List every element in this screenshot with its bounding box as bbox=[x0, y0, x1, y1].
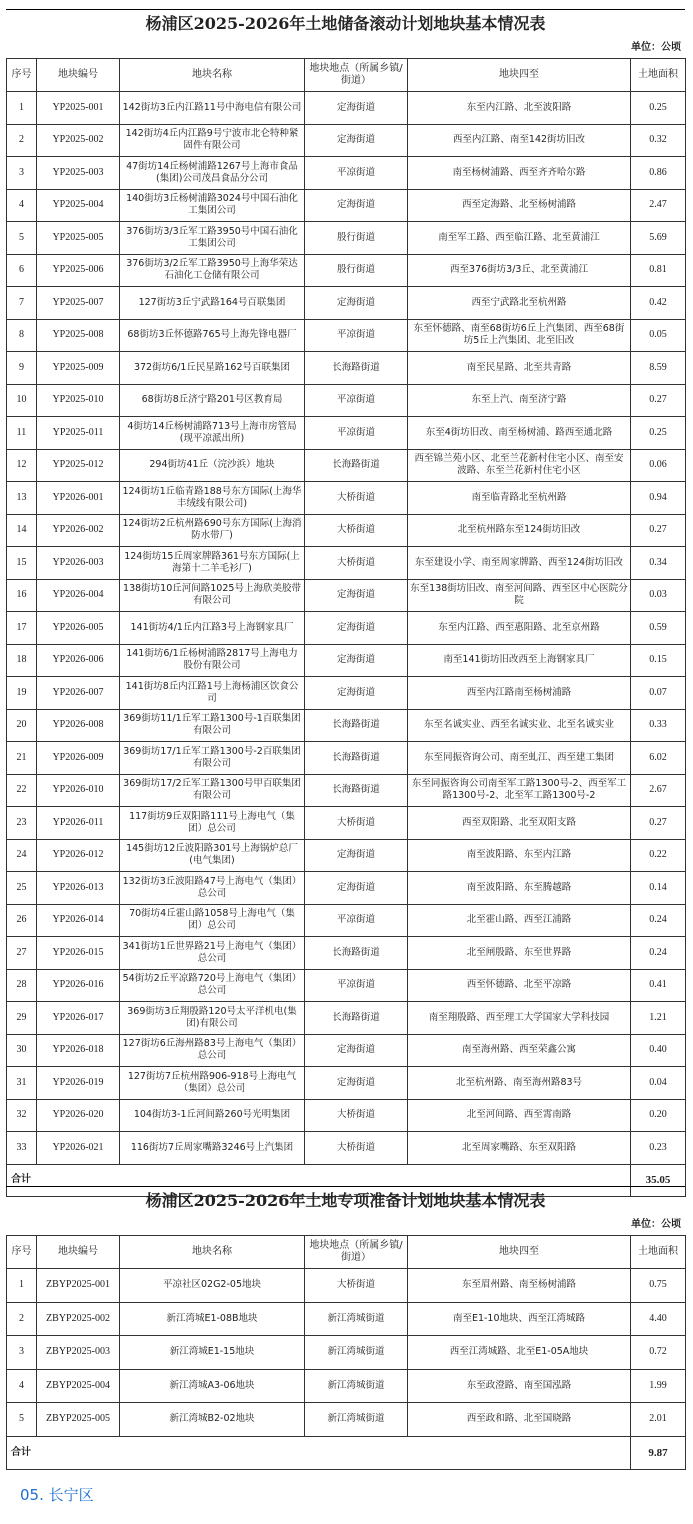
row-seq: 15 bbox=[7, 547, 37, 580]
row-area: 0.81 bbox=[631, 254, 686, 287]
row-name: 372街坊6/1丘民星路162号百联集团 bbox=[120, 352, 305, 385]
row-area: 0.25 bbox=[631, 417, 686, 450]
row-location: 殷行街道 bbox=[305, 222, 408, 255]
row-seq: 18 bbox=[7, 644, 37, 677]
row-name: 新江湾城E1-15地块 bbox=[120, 1336, 305, 1370]
row-name: 127街坊7丘杭州路906-918号上海电气（集团）总公司 bbox=[120, 1067, 305, 1100]
table-row bbox=[7, 937, 686, 970]
row-code: YP2025-008 bbox=[37, 319, 120, 352]
header-location: 地块地点（所属乡镇/街道） bbox=[305, 59, 408, 92]
row-area: 1.99 bbox=[631, 1369, 686, 1403]
row-bounds: 东至内江路、西至惠阳路、北至京州路 bbox=[408, 612, 631, 645]
row-seq: 7 bbox=[7, 287, 37, 320]
row-name: 141街坊8丘内江路1号上海杨浦区饮食公司 bbox=[120, 677, 305, 710]
row-name: 117街坊9丘双阳路111号上海电气（集团）总公司 bbox=[120, 807, 305, 840]
row-seq: 21 bbox=[7, 742, 37, 775]
row-location: 长海路街道 bbox=[305, 774, 408, 807]
table2-container bbox=[6, 1186, 685, 1470]
row-code: YP2026-019 bbox=[37, 1067, 120, 1100]
row-bounds: 东至内江路、北至波阳路 bbox=[408, 92, 631, 125]
row-area: 0.40 bbox=[631, 1034, 686, 1067]
row-bounds: 北至杭州路、南至海州路83号 bbox=[408, 1067, 631, 1100]
row-seq: 28 bbox=[7, 969, 37, 1002]
row-seq: 20 bbox=[7, 709, 37, 742]
row-name: 127街坊3丘宁武路164号百联集团 bbox=[120, 287, 305, 320]
row-name: 124街坊15丘周家牌路361号东方国际(上海第十二羊毛衫厂) bbox=[120, 547, 305, 580]
header-bounds: 地块四至 bbox=[408, 1236, 631, 1269]
row-bounds: 东至政澄路、南至国泓路 bbox=[408, 1369, 631, 1403]
row-seq: 31 bbox=[7, 1067, 37, 1100]
table2-title: 杨浦区2025-2026年土地专项准备计划地块基本情况表 bbox=[6, 1186, 685, 1215]
row-area: 0.06 bbox=[631, 449, 686, 482]
row-name: 369街坊17/2丘军工路1300号甲百联集团有限公司 bbox=[120, 774, 305, 807]
table-row bbox=[7, 1034, 686, 1067]
row-area: 0.72 bbox=[631, 1336, 686, 1370]
row-area: 0.94 bbox=[631, 482, 686, 515]
row-area: 0.15 bbox=[631, 644, 686, 677]
row-name: 68街坊8丘济宁路201号区教育局 bbox=[120, 384, 305, 417]
total-value: 9.87 bbox=[631, 1436, 686, 1470]
row-bounds: 西至宁武路北至杭州路 bbox=[408, 287, 631, 320]
row-code: YP2026-004 bbox=[37, 579, 120, 612]
row-code: YP2025-011 bbox=[37, 417, 120, 450]
row-bounds: 东至138街坊旧改、南至河间路、西至区中心医院分院 bbox=[408, 579, 631, 612]
row-code: YP2026-008 bbox=[37, 709, 120, 742]
header-area: 土地面积 bbox=[631, 59, 686, 92]
row-area: 0.75 bbox=[631, 1269, 686, 1303]
table-row bbox=[7, 807, 686, 840]
row-seq: 5 bbox=[7, 222, 37, 255]
row-location: 长海路街道 bbox=[305, 449, 408, 482]
row-code: YP2026-017 bbox=[37, 1002, 120, 1035]
row-area: 0.41 bbox=[631, 969, 686, 1002]
row-bounds: 西至政和路、北至国晓路 bbox=[408, 1403, 631, 1437]
table-row bbox=[7, 1269, 686, 1303]
row-name: 新江湾城A3-06地块 bbox=[120, 1369, 305, 1403]
table-row bbox=[7, 1099, 686, 1132]
table2-header-row bbox=[7, 1236, 686, 1269]
row-bounds: 西至内江路南至杨树浦路 bbox=[408, 677, 631, 710]
row-location: 长海路街道 bbox=[305, 352, 408, 385]
row-code: ZBYP2025-002 bbox=[37, 1302, 120, 1336]
row-location: 新江湾城街道 bbox=[305, 1302, 408, 1336]
row-seq: 8 bbox=[7, 319, 37, 352]
row-area: 8.59 bbox=[631, 352, 686, 385]
row-code: YP2026-014 bbox=[37, 904, 120, 937]
row-code: YP2026-005 bbox=[37, 612, 120, 645]
row-name: 新江湾城B2-02地块 bbox=[120, 1403, 305, 1437]
row-name: 294街坊41丘（浣沙浜）地块 bbox=[120, 449, 305, 482]
table-row bbox=[7, 1403, 686, 1437]
row-location: 定海街道 bbox=[305, 644, 408, 677]
row-area: 6.02 bbox=[631, 742, 686, 775]
row-name: 新江湾城E1-08B地块 bbox=[120, 1302, 305, 1336]
row-name: 145街坊12丘波阳路301号上海锅炉总厂(电气集团) bbox=[120, 839, 305, 872]
row-code: YP2025-004 bbox=[37, 189, 120, 222]
row-name: 47街坊14丘杨树浦路1267号上海市食品(集团)公司茂昌食品分公司 bbox=[120, 157, 305, 190]
row-seq: 13 bbox=[7, 482, 37, 515]
row-bounds: 南至波阳路、东至内江路 bbox=[408, 839, 631, 872]
table-row bbox=[7, 1002, 686, 1035]
row-seq: 25 bbox=[7, 872, 37, 905]
table-row bbox=[7, 189, 686, 222]
row-area: 0.24 bbox=[631, 937, 686, 970]
row-area: 0.24 bbox=[631, 904, 686, 937]
row-area: 0.20 bbox=[631, 1099, 686, 1132]
row-code: YP2026-015 bbox=[37, 937, 120, 970]
table2-unit: 单位：公顷 bbox=[631, 1219, 681, 1230]
row-code: YP2026-013 bbox=[37, 872, 120, 905]
row-code: YP2026-003 bbox=[37, 547, 120, 580]
row-code: YP2026-001 bbox=[37, 482, 120, 515]
table-row bbox=[7, 904, 686, 937]
row-seq: 4 bbox=[7, 189, 37, 222]
row-seq: 24 bbox=[7, 839, 37, 872]
table-row bbox=[7, 92, 686, 125]
row-area: 4.40 bbox=[631, 1302, 686, 1336]
table-row bbox=[7, 872, 686, 905]
row-name: 124街坊1丘临青路188号东方国际(上海华丰绒线有限公司) bbox=[120, 482, 305, 515]
row-bounds: 北至闸殷路、东至世界路 bbox=[408, 937, 631, 970]
row-bounds: 北至杭州路东至124街坊旧改 bbox=[408, 514, 631, 547]
row-seq: 2 bbox=[7, 124, 37, 157]
row-seq: 12 bbox=[7, 449, 37, 482]
row-seq: 11 bbox=[7, 417, 37, 450]
row-bounds: 东至4街坊旧改、南至杨树浦、路西至通北路 bbox=[408, 417, 631, 450]
table1-title: 杨浦区2025-2026年土地储备滚动计划地块基本情况表 bbox=[6, 9, 685, 38]
table-row bbox=[7, 839, 686, 872]
row-area: 0.03 bbox=[631, 579, 686, 612]
row-seq: 27 bbox=[7, 937, 37, 970]
row-name: 平凉社区02G2-05地块 bbox=[120, 1269, 305, 1303]
row-location: 长海路街道 bbox=[305, 1002, 408, 1035]
row-location: 平凉街道 bbox=[305, 417, 408, 450]
header-code: 地块编号 bbox=[37, 59, 120, 92]
row-location: 定海街道 bbox=[305, 287, 408, 320]
row-area: 5.69 bbox=[631, 222, 686, 255]
table-row bbox=[7, 514, 686, 547]
row-name: 142街坊4丘内江路9号宁波市北仑特种紧固件有限公司 bbox=[120, 124, 305, 157]
row-bounds: 东至同振咨询公司南至军工路1300号-2、西至军工路1300号-2、北至军工路1300号-2 bbox=[408, 774, 631, 807]
row-area: 2.67 bbox=[631, 774, 686, 807]
row-bounds: 西至怀德路、北至平凉路 bbox=[408, 969, 631, 1002]
row-seq: 2 bbox=[7, 1302, 37, 1336]
row-seq: 32 bbox=[7, 1099, 37, 1132]
row-seq: 1 bbox=[7, 92, 37, 125]
table-row bbox=[7, 969, 686, 1002]
row-code: ZBYP2025-004 bbox=[37, 1369, 120, 1403]
table-row bbox=[7, 287, 686, 320]
row-location: 定海街道 bbox=[305, 612, 408, 645]
row-code: YP2026-009 bbox=[37, 742, 120, 775]
row-name: 369街坊3丘翔殷路120号太平洋机电(集团)有限公司 bbox=[120, 1002, 305, 1035]
row-location: 大桥街道 bbox=[305, 1269, 408, 1303]
row-location: 大桥街道 bbox=[305, 482, 408, 515]
header-name: 地块名称 bbox=[120, 59, 305, 92]
table-row bbox=[7, 319, 686, 352]
row-code: ZBYP2025-001 bbox=[37, 1269, 120, 1303]
row-code: YP2025-012 bbox=[37, 449, 120, 482]
row-location: 定海街道 bbox=[305, 1067, 408, 1100]
row-seq: 23 bbox=[7, 807, 37, 840]
row-location: 平凉街道 bbox=[305, 969, 408, 1002]
row-area: 0.07 bbox=[631, 677, 686, 710]
total-label: 合计 bbox=[7, 1164, 631, 1197]
row-location: 大桥街道 bbox=[305, 1132, 408, 1165]
total-label: 合计 bbox=[7, 1436, 631, 1470]
table-row bbox=[7, 417, 686, 450]
row-name: 140街坊3丘杨树浦路3024号中国石油化工集团公司 bbox=[120, 189, 305, 222]
row-area: 0.42 bbox=[631, 287, 686, 320]
row-code: YP2026-020 bbox=[37, 1099, 120, 1132]
row-name: 369街坊11/1丘军工路1300号-1百联集团有限公司 bbox=[120, 709, 305, 742]
row-location: 平凉街道 bbox=[305, 157, 408, 190]
row-area: 0.23 bbox=[631, 1132, 686, 1165]
row-code: YP2025-010 bbox=[37, 384, 120, 417]
row-name: 341街坊1丘世界路21号上海电气（集团）总公司 bbox=[120, 937, 305, 970]
row-seq: 33 bbox=[7, 1132, 37, 1165]
table1-header-row bbox=[7, 59, 686, 92]
row-name: 4街坊14丘杨树浦路713号上海市房管局(现平凉派出所) bbox=[120, 417, 305, 450]
table-row bbox=[7, 612, 686, 645]
table-row bbox=[7, 482, 686, 515]
row-bounds: 南至临青路北至杭州路 bbox=[408, 482, 631, 515]
header-bounds: 地块四至 bbox=[408, 59, 631, 92]
header-name: 地块名称 bbox=[120, 1236, 305, 1269]
table-row bbox=[7, 1132, 686, 1165]
row-name: 124街坊2丘杭州路690号东方国际(上海消防水带厂) bbox=[120, 514, 305, 547]
row-code: YP2025-005 bbox=[37, 222, 120, 255]
row-location: 长海路街道 bbox=[305, 937, 408, 970]
row-code: YP2026-006 bbox=[37, 644, 120, 677]
row-location: 定海街道 bbox=[305, 839, 408, 872]
row-seq: 26 bbox=[7, 904, 37, 937]
row-code: YP2026-018 bbox=[37, 1034, 120, 1067]
row-name: 138街坊10丘河间路1025号上海欣美胶带有限公司 bbox=[120, 579, 305, 612]
table-row bbox=[7, 742, 686, 775]
row-bounds: 西至双阳路、北至双阳支路 bbox=[408, 807, 631, 840]
row-code: YP2025-001 bbox=[37, 92, 120, 125]
row-bounds: 西至定海路、北至杨树浦路 bbox=[408, 189, 631, 222]
row-location: 长海路街道 bbox=[305, 709, 408, 742]
row-area: 0.25 bbox=[631, 92, 686, 125]
table-row bbox=[7, 579, 686, 612]
table-row bbox=[7, 709, 686, 742]
row-seq: 30 bbox=[7, 1034, 37, 1067]
row-name: 104街坊3-1丘河间路260号光明集团 bbox=[120, 1099, 305, 1132]
row-code: ZBYP2025-003 bbox=[37, 1336, 120, 1370]
header-location: 地块地点（所属乡镇/街道） bbox=[305, 1236, 408, 1269]
row-name: 376街坊3/3丘军工路3950号中国石油化工集团公司 bbox=[120, 222, 305, 255]
row-location: 定海街道 bbox=[305, 677, 408, 710]
table-row bbox=[7, 547, 686, 580]
row-bounds: 南至波阳路、东至腾越路 bbox=[408, 872, 631, 905]
row-code: YP2026-007 bbox=[37, 677, 120, 710]
row-location: 定海街道 bbox=[305, 579, 408, 612]
row-code: YP2026-021 bbox=[37, 1132, 120, 1165]
row-area: 0.33 bbox=[631, 709, 686, 742]
row-code: YP2025-007 bbox=[37, 287, 120, 320]
table-row bbox=[7, 1302, 686, 1336]
row-location: 大桥街道 bbox=[305, 547, 408, 580]
row-name: 116街坊7丘周家嘴路3246号上汽集团 bbox=[120, 1132, 305, 1165]
row-bounds: 南至翔殷路、西至理工大学国家大学科技园 bbox=[408, 1002, 631, 1035]
table1 bbox=[6, 58, 686, 1197]
row-name: 376街坊3/2丘军工路3950号上海华荣达石油化工仓储有限公司 bbox=[120, 254, 305, 287]
row-code: YP2026-010 bbox=[37, 774, 120, 807]
table-row bbox=[7, 384, 686, 417]
table-row bbox=[7, 352, 686, 385]
row-area: 0.27 bbox=[631, 514, 686, 547]
row-bounds: 北至霍山路、西至江浦路 bbox=[408, 904, 631, 937]
row-name: 369街坊17/1丘军工路1300号-2百联集团有限公司 bbox=[120, 742, 305, 775]
row-code: ZBYP2025-005 bbox=[37, 1403, 120, 1437]
table-row bbox=[7, 644, 686, 677]
row-location: 定海街道 bbox=[305, 189, 408, 222]
row-location: 新江湾城街道 bbox=[305, 1369, 408, 1403]
row-bounds: 西至376街坊3/3丘、北至黄浦江 bbox=[408, 254, 631, 287]
row-code: YP2026-012 bbox=[37, 839, 120, 872]
row-bounds: 南至杨树浦路、西至齐齐哈尔路 bbox=[408, 157, 631, 190]
table1-container bbox=[6, 9, 685, 1197]
row-seq: 10 bbox=[7, 384, 37, 417]
row-code: YP2026-011 bbox=[37, 807, 120, 840]
row-location: 定海街道 bbox=[305, 872, 408, 905]
row-bounds: 东至怀德路、南至68街坊6丘上汽集团、西至68街坊5丘上汽集团、北至旧改 bbox=[408, 319, 631, 352]
row-area: 0.32 bbox=[631, 124, 686, 157]
row-code: YP2025-006 bbox=[37, 254, 120, 287]
table-row bbox=[7, 124, 686, 157]
table-row bbox=[7, 1369, 686, 1403]
row-bounds: 西至江湾城路、北至E1-05A地块 bbox=[408, 1336, 631, 1370]
row-area: 2.47 bbox=[631, 189, 686, 222]
row-location: 平凉街道 bbox=[305, 319, 408, 352]
row-seq: 16 bbox=[7, 579, 37, 612]
row-location: 平凉街道 bbox=[305, 904, 408, 937]
table-row bbox=[7, 449, 686, 482]
row-name: 132街坊3丘波阳路47号上海电气（集团）总公司 bbox=[120, 872, 305, 905]
row-code: YP2026-002 bbox=[37, 514, 120, 547]
row-seq: 3 bbox=[7, 1336, 37, 1370]
row-name: 68街坊3丘怀德路765号上海先锋电器厂 bbox=[120, 319, 305, 352]
row-location: 新江湾城街道 bbox=[305, 1336, 408, 1370]
row-bounds: 南至民星路、北至共青路 bbox=[408, 352, 631, 385]
row-location: 新江湾城街道 bbox=[305, 1403, 408, 1437]
row-name: 142街坊3丘内江路11号中海电信有限公司 bbox=[120, 92, 305, 125]
table-row bbox=[7, 1067, 686, 1100]
table2-total-row bbox=[7, 1436, 686, 1470]
row-name: 54街坊2丘平凉路720号上海电气（集团）总公司 bbox=[120, 969, 305, 1002]
row-location: 大桥街道 bbox=[305, 807, 408, 840]
header-seq: 序号 bbox=[7, 59, 37, 92]
table1-body bbox=[7, 92, 686, 1165]
table-row bbox=[7, 222, 686, 255]
row-code: YP2025-009 bbox=[37, 352, 120, 385]
total-value: 35.05 bbox=[631, 1164, 686, 1197]
row-bounds: 东至同振咨询公司、南至虬江、西至建工集团 bbox=[408, 742, 631, 775]
row-code: YP2025-003 bbox=[37, 157, 120, 190]
row-name: 141街坊4/1丘内江路3号上海钢家具厂 bbox=[120, 612, 305, 645]
row-bounds: 南至海州路、西至荣鑫公寓 bbox=[408, 1034, 631, 1067]
row-name: 127街坊6丘海州路83号上海电气（集团）总公司 bbox=[120, 1034, 305, 1067]
row-code: YP2026-016 bbox=[37, 969, 120, 1002]
row-location: 定海街道 bbox=[305, 92, 408, 125]
row-bounds: 东至上汽、南至济宁路 bbox=[408, 384, 631, 417]
row-area: 0.22 bbox=[631, 839, 686, 872]
table-row bbox=[7, 1336, 686, 1370]
row-seq: 6 bbox=[7, 254, 37, 287]
table-row bbox=[7, 774, 686, 807]
row-seq: 3 bbox=[7, 157, 37, 190]
row-location: 定海街道 bbox=[305, 1034, 408, 1067]
row-location: 大桥街道 bbox=[305, 514, 408, 547]
row-bounds: 南至军工路、西至临江路、北至黄浦江 bbox=[408, 222, 631, 255]
row-seq: 22 bbox=[7, 774, 37, 807]
row-seq: 17 bbox=[7, 612, 37, 645]
row-area: 0.86 bbox=[631, 157, 686, 190]
row-bounds: 南至E1-10地块、西至江湾城路 bbox=[408, 1302, 631, 1336]
row-seq: 5 bbox=[7, 1403, 37, 1437]
row-area: 0.04 bbox=[631, 1067, 686, 1100]
row-name: 141街坊6/1丘杨树浦路2817号上海电力股份有限公司 bbox=[120, 644, 305, 677]
row-location: 长海路街道 bbox=[305, 742, 408, 775]
row-location: 殷行街道 bbox=[305, 254, 408, 287]
header-seq: 序号 bbox=[7, 1236, 37, 1269]
row-bounds: 西至内江路、南至142街坊旧改 bbox=[408, 124, 631, 157]
row-code: YP2025-002 bbox=[37, 124, 120, 157]
row-seq: 29 bbox=[7, 1002, 37, 1035]
row-area: 0.27 bbox=[631, 384, 686, 417]
row-area: 0.14 bbox=[631, 872, 686, 905]
table-row bbox=[7, 157, 686, 190]
row-area: 2.01 bbox=[631, 1403, 686, 1437]
row-seq: 1 bbox=[7, 1269, 37, 1303]
row-location: 平凉街道 bbox=[305, 384, 408, 417]
row-seq: 14 bbox=[7, 514, 37, 547]
row-area: 0.34 bbox=[631, 547, 686, 580]
table-row bbox=[7, 254, 686, 287]
row-bounds: 南至141街坊旧改西至上海钢家具厂 bbox=[408, 644, 631, 677]
table-row bbox=[7, 677, 686, 710]
header-code: 地块编号 bbox=[37, 1236, 120, 1269]
row-location: 定海街道 bbox=[305, 124, 408, 157]
row-area: 0.05 bbox=[631, 319, 686, 352]
row-bounds: 东至建设小学、南至周家牌路、西至124街坊旧改 bbox=[408, 547, 631, 580]
row-area: 1.21 bbox=[631, 1002, 686, 1035]
row-area: 0.59 bbox=[631, 612, 686, 645]
table2 bbox=[6, 1235, 686, 1470]
table1-unit: 单位：公顷 bbox=[631, 42, 681, 53]
row-name: 70街坊4丘霍山路1058号上海电气（集团）总公司 bbox=[120, 904, 305, 937]
row-bounds: 西至锦兰苑小区、北至兰花新村住宅小区、南至安波路、东至兰花新村住宅小区 bbox=[408, 449, 631, 482]
header-area: 土地面积 bbox=[631, 1236, 686, 1269]
table2-body bbox=[7, 1269, 686, 1437]
row-area: 0.27 bbox=[631, 807, 686, 840]
row-bounds: 东至眉州路、南至杨树浦路 bbox=[408, 1269, 631, 1303]
row-bounds: 东至名诚实业、西至名诚实业、北至名诚实业 bbox=[408, 709, 631, 742]
next-section-heading[interactable]: 05. 长宁区 bbox=[20, 1486, 94, 1504]
row-bounds: 北至河间路、西至霄南路 bbox=[408, 1099, 631, 1132]
row-bounds: 北至周家嘴路、东至双阳路 bbox=[408, 1132, 631, 1165]
row-location: 大桥街道 bbox=[305, 1099, 408, 1132]
row-seq: 19 bbox=[7, 677, 37, 710]
row-seq: 4 bbox=[7, 1369, 37, 1403]
row-seq: 9 bbox=[7, 352, 37, 385]
